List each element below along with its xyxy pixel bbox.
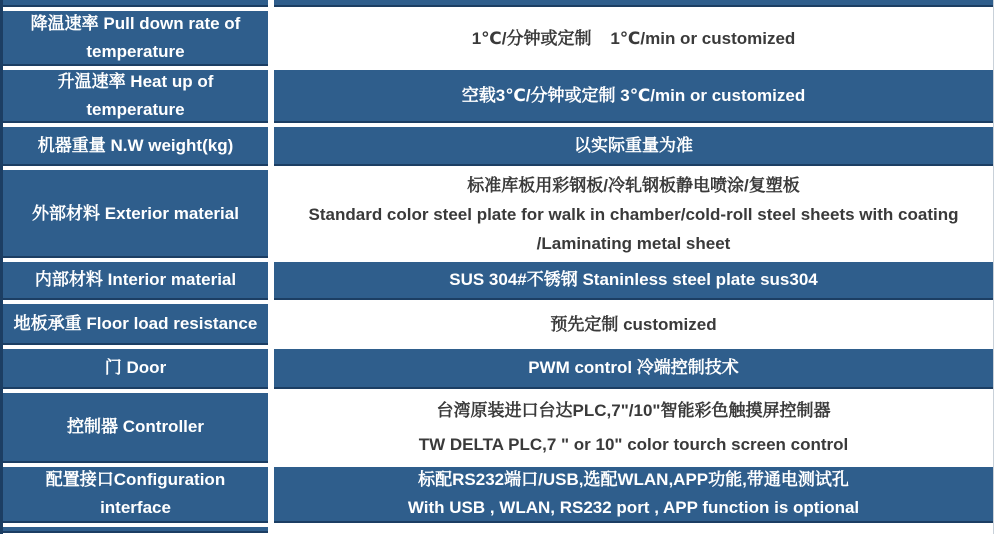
table-row-controller [3, 393, 1000, 463]
spec-label-text: 地板承重 Floor load resistance [13, 313, 258, 333]
spec-value-cell [274, 262, 993, 300]
spec-value-cell [274, 467, 993, 523]
spec-value-cell [274, 170, 993, 258]
spec-label-text: temperature [86, 99, 185, 119]
spec-label-cell [3, 0, 268, 7]
spec-label-text: 机器重量 N.W weight(kg) [37, 135, 234, 155]
spec-label-cell [3, 11, 268, 66]
table-row-exterior-material [3, 170, 1000, 258]
spec-value-cell [274, 127, 993, 166]
spec-value-cell [274, 70, 993, 123]
spec-value-text: SUS 304#不锈钢 Staninless steel plate sus304 [449, 270, 818, 289]
spec-value-text: 以实际重量为准 [574, 135, 693, 155]
spec-label-text: 升温速率 Heat up of [57, 71, 214, 91]
spec-value-cell [274, 393, 993, 463]
spec-label-text: 配置接口Configuration [45, 470, 226, 489]
spec-label-text: 外部材料 Exterior material [32, 203, 239, 223]
spec-label-cell [3, 304, 268, 345]
spec-label-cell [3, 467, 268, 523]
spec-label-text: interface [100, 498, 171, 517]
spec-value-text: 标配RS232端口/USB,选配WLAN,APP功能,带通电测试孔 [418, 470, 849, 489]
spec-value-text: 台湾原装进口台达PLC,7"/10"智能彩色触摸屏控制器 [436, 401, 831, 420]
spec-label-cell [3, 170, 268, 258]
table-row-floor-load-resistance [3, 304, 1000, 345]
spec-label-cell [3, 127, 268, 166]
spec-value-text: 预先定制 customized [550, 314, 717, 334]
table-row-door [3, 349, 1000, 389]
spec-value-text: 1℃/分钟或定制 1℃/min or customized [471, 28, 796, 48]
spec-label-cell [3, 262, 268, 300]
spec-value-cell [274, 11, 993, 66]
table-row-interior-material [3, 262, 1000, 300]
spec-value-cell [274, 0, 993, 7]
spec-label-text: 控制器 Controller [67, 417, 204, 436]
spec-value-text: TW DELTA PLC,7 " or 10" color tourch screen control [418, 435, 849, 454]
spec-label-text: 门 Door [104, 358, 167, 377]
spec-label-cell [3, 393, 268, 463]
table-row-pull-down-rate [3, 11, 1000, 66]
spec-value-text: PWM control 冷端控制技术 [528, 358, 739, 377]
table-row-partial-top [3, 0, 1000, 7]
spec-label-cell [3, 70, 268, 123]
spec-value-cell [274, 527, 993, 533]
table-row-nw-weight [3, 127, 1000, 166]
table-row-configuration-interface [3, 467, 1000, 523]
spec-value-text: Standard color steel plate for walk in chamber/cold-roll steel sheets with coating [308, 204, 959, 224]
spec-value-text: With USB , WLAN, RS232 port , APP function is optional [407, 498, 860, 517]
spec-label-text: temperature [86, 41, 185, 61]
spec-label-cell [3, 527, 268, 533]
spec-label-text: 内部材料 Interior material [34, 270, 237, 289]
table-row-partial-bottom [3, 527, 1000, 533]
spec-value-cell [274, 349, 993, 389]
spec-label-text: 降温速率 Pull down rate of [30, 13, 241, 33]
spec-value-text: 标准库板用彩钢板/冷轧钢板静电喷涂/复塑板 [467, 175, 800, 195]
spec-value-text: 空载3℃/分钟或定制 3℃/min or customized [461, 85, 806, 105]
table-row-heat-up-rate [3, 70, 1000, 123]
spec-label-cell [3, 349, 268, 389]
spec-value-text: /Laminating metal sheet [536, 233, 731, 253]
spec-value-cell [274, 304, 993, 345]
